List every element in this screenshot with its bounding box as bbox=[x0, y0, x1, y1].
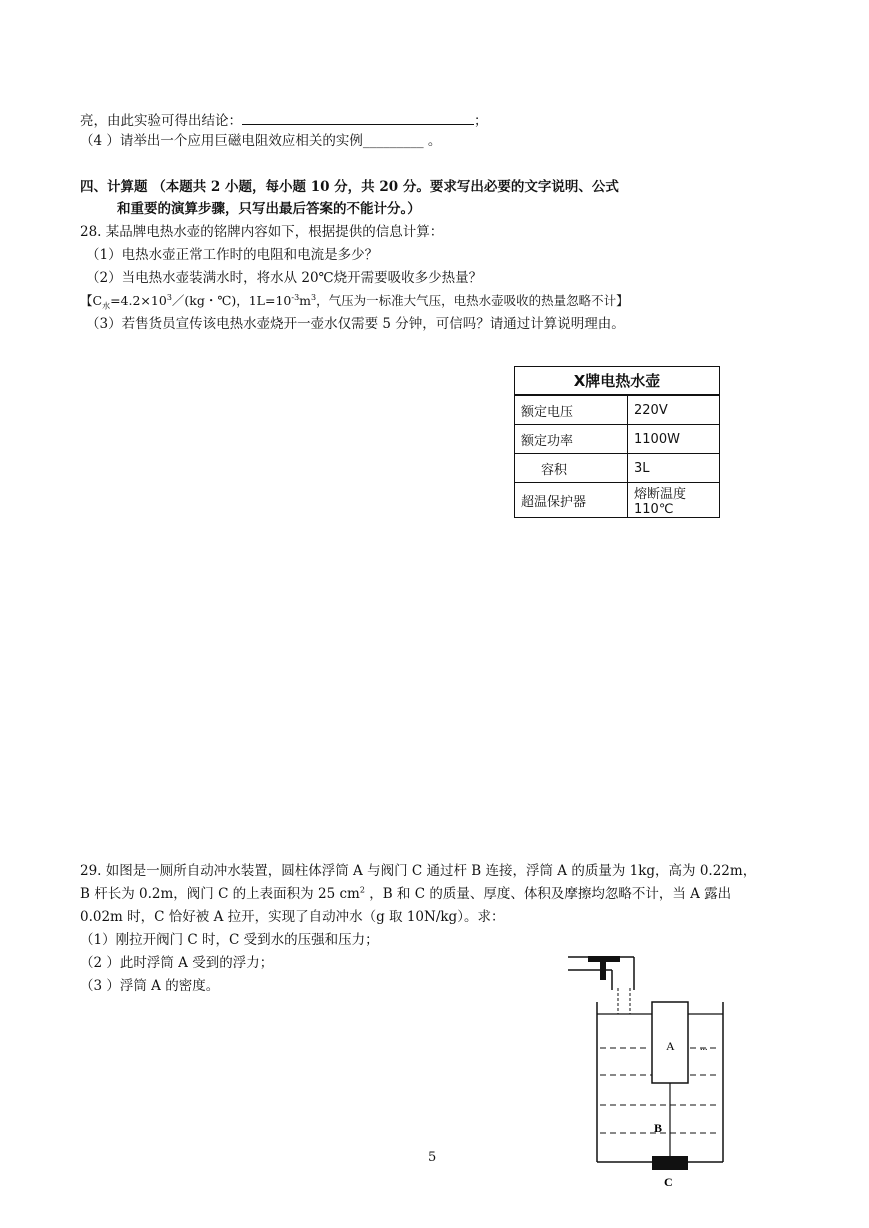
question-28-part-3: （3）若售货员宣传该电热水壶烧开一壶水仅需要 5 分钟，可信吗？请通过计算说明理由。 bbox=[86, 316, 625, 332]
answer-blank bbox=[242, 111, 474, 125]
water-level-dots: ... bbox=[700, 1042, 708, 1053]
spec-table-title: X牌电热水壶 bbox=[515, 367, 720, 396]
page-number: 5 bbox=[428, 1150, 437, 1165]
question-29: 29. 如图是一厕所自动冲水装置，圆柱体浮筒 A 与阀门 C 通过杆 B 连接，浮筒 A 的质量为 1kg，高为 0.22m， bbox=[80, 863, 757, 879]
question-29-part-3: （3 ）浮筒 A 的密度。 bbox=[80, 978, 220, 994]
question-28-part-2: （2）当电热水壶装满水时，将水从 20℃烧开需要吸收多少热量？ bbox=[86, 270, 483, 286]
question-29-part-1: （1）刚拉开阀门 C 时，C 受到水的压强和压力； bbox=[80, 932, 379, 948]
valve-c-icon bbox=[652, 1156, 688, 1170]
question-29-line-2: B 杆长为 0.2m，阀门 C 的上表面积为 25 $cm^2$ ，B 和 C 的质量、厚度、体积及摩擦均忽略不计，当 A 露出 bbox=[80, 885, 732, 902]
label-b: B bbox=[654, 1121, 663, 1135]
question-28: 28. 某品牌电热水壶的铭牌内容如下，根据提供的信息计算： bbox=[80, 224, 444, 240]
spec-row bbox=[515, 483, 720, 518]
spec-row bbox=[515, 425, 720, 454]
flush-device-diagram bbox=[560, 950, 740, 1190]
conclusion-prompt: 亮，由此实验可得出结论： bbox=[80, 113, 242, 129]
label-c: C bbox=[664, 1175, 673, 1189]
spec-key: 容积 bbox=[515, 454, 628, 483]
spec-row bbox=[515, 454, 720, 483]
spec-key: 额定电压 bbox=[515, 395, 628, 425]
section-subtitle: 和重要的演算步骤，只写出最后答案的不能计分。） bbox=[117, 201, 421, 217]
label-a: A bbox=[666, 1039, 675, 1053]
spec-value: 3L bbox=[628, 454, 720, 483]
section-title: 四、计算题 （本题共 2 小题，每小题 10 分，共 20 分。要求写出必要的文字说明、公式 bbox=[80, 179, 619, 195]
spec-value: 220V bbox=[628, 395, 720, 425]
spec-key: 额定功率 bbox=[515, 425, 628, 454]
spec-key: 超温保护器 bbox=[515, 483, 628, 518]
spec-value: 熔断温度 110℃ bbox=[628, 483, 720, 518]
spec-value: 1100W bbox=[628, 425, 720, 454]
question-29-part-2: （2 ）此时浮筒 A 受到的浮力； bbox=[80, 955, 274, 971]
line-conclusion: 亮，由此实验可得出结论： ； bbox=[80, 113, 488, 129]
valve-handle-icon bbox=[588, 956, 620, 962]
question-29-line-3: 0.02m 时，C 恰好被 A 拉开，实现了自动冲水（g 取 10N/kg）。求： bbox=[80, 909, 505, 925]
question-4: （4 ）请举出一个应用巨磁电阻效应相关的实例_________ 。 bbox=[80, 133, 442, 149]
question-28-note: 【$C_水=4.2\times 10^3/(kg$・℃)，$1L=10^{-3}m^3$，气压为一标准大气压，电热水壶吸收的热量忽略不计】 bbox=[80, 292, 629, 311]
question-28-part-1: （1）电热水壶正常工作时的电阻和电流是多少？ bbox=[86, 247, 379, 263]
spec-row bbox=[515, 395, 720, 425]
kettle-spec-table bbox=[514, 366, 720, 518]
